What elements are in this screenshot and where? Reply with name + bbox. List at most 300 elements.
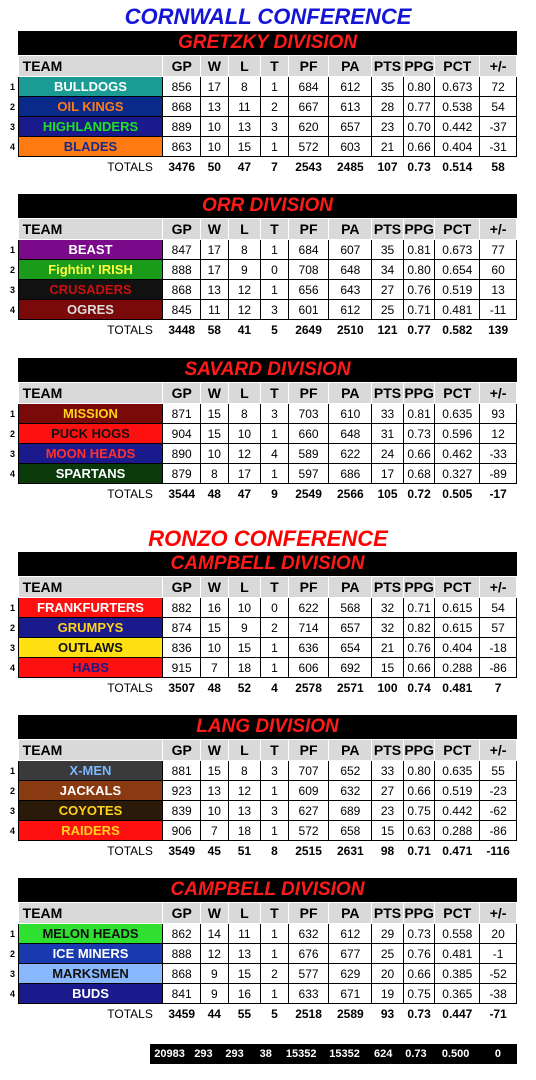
- column-header: PCT: [435, 383, 480, 404]
- team-name: BEAST: [18, 240, 163, 260]
- stat-cell: 18: [228, 658, 261, 678]
- team-row: [10, 801, 517, 821]
- stat-cell: 871: [163, 404, 201, 424]
- total-cell: 58: [491, 160, 505, 174]
- stat-cell: 714: [288, 618, 329, 638]
- stat-cell: 0.615: [435, 598, 480, 618]
- stat-cell: 888: [163, 944, 201, 964]
- column-header: PTS: [372, 577, 404, 598]
- stat-cell: 589: [288, 444, 329, 464]
- stat-cell: 20: [480, 924, 517, 944]
- stat-cell: 10: [201, 444, 229, 464]
- stat-cell: 627: [288, 801, 329, 821]
- stat-cell: 10: [201, 638, 229, 658]
- total-cell: 2518: [295, 1007, 322, 1021]
- total-cell: 52: [237, 681, 252, 695]
- team-name: PUCK HOGS: [18, 424, 163, 444]
- team-row: [10, 117, 517, 137]
- total-cell: 2515: [295, 844, 322, 858]
- stat-cell: 0.63: [403, 821, 435, 841]
- stat-cell: 612: [329, 924, 372, 944]
- stat-cell: 0.70: [403, 117, 435, 137]
- stat-cell: 684: [288, 240, 329, 260]
- stat-cell: 657: [329, 117, 372, 137]
- stat-cell: 881: [163, 761, 201, 781]
- conference-title-cornwall: CORNWALL CONFERENCE: [124, 4, 412, 29]
- stat-cell: 879: [163, 464, 201, 484]
- stat-cell: -37: [480, 117, 517, 137]
- total-cell: -116: [486, 844, 510, 858]
- stat-cell: 31: [372, 424, 404, 444]
- stat-cell: 0.80: [403, 260, 435, 280]
- total-cell: -71: [489, 1007, 507, 1021]
- grand-total-cell: 38: [259, 1048, 272, 1060]
- stat-cell: -86: [480, 658, 517, 678]
- stat-cell: 27: [372, 781, 404, 801]
- stat-cell: 3: [261, 300, 289, 320]
- stat-cell: 0.68: [403, 464, 435, 484]
- team-name: FRANKFURTERS: [18, 598, 163, 618]
- stat-cell: 689: [329, 801, 372, 821]
- total-cell: 0.73: [407, 1007, 431, 1021]
- stat-cell: 1: [261, 781, 289, 801]
- stat-cell: 0.673: [435, 240, 480, 260]
- total-cell: 44: [207, 1007, 221, 1021]
- stat-cell: 612: [329, 77, 372, 97]
- rank-spacer: [10, 577, 18, 598]
- stat-cell: 0.66: [403, 137, 435, 157]
- stat-cell: 0.81: [403, 404, 435, 424]
- division-title: GRETZKY DIVISION: [18, 31, 517, 55]
- stat-cell: 0.673: [435, 77, 480, 97]
- total-cell: 3549: [168, 844, 196, 858]
- totals-row: [10, 678, 517, 699]
- stat-cell: 0: [261, 260, 289, 280]
- total-cell: 2485: [336, 160, 364, 174]
- stat-cell: 15: [201, 761, 229, 781]
- total-cell: 5: [271, 323, 278, 337]
- column-header: PF: [288, 219, 329, 240]
- column-header: +/-: [480, 56, 517, 77]
- rank-spacer: [10, 320, 18, 341]
- column-header: PCT: [435, 740, 480, 761]
- stat-cell: 643: [329, 280, 372, 300]
- column-header: PPG: [403, 383, 435, 404]
- stat-cell: 841: [163, 984, 201, 1004]
- stat-cell: 0.288: [435, 821, 480, 841]
- stat-cell: 1: [261, 944, 289, 964]
- grand-total-cell: 0.73: [405, 1048, 427, 1060]
- stat-cell: 863: [163, 137, 201, 157]
- team-rank: 4: [10, 662, 16, 673]
- column-header: PF: [288, 56, 329, 77]
- stat-cell: 0.77: [403, 97, 435, 117]
- team-row: [10, 821, 517, 841]
- stat-cell: 612: [329, 300, 372, 320]
- stat-cell: 915: [163, 658, 201, 678]
- column-header: GP: [163, 56, 201, 77]
- column-header: PCT: [435, 56, 480, 77]
- stat-cell: 3: [261, 404, 289, 424]
- team-name: ICE MINERS: [18, 944, 163, 964]
- stat-cell: 0.558: [435, 924, 480, 944]
- stat-cell: 0.80: [403, 761, 435, 781]
- column-header-row: [10, 383, 517, 404]
- team-row: [10, 280, 517, 300]
- column-header: T: [261, 383, 289, 404]
- column-header: GP: [163, 219, 201, 240]
- team-name: HIGHLANDERS: [18, 117, 163, 137]
- stat-cell: 692: [329, 658, 372, 678]
- team-row: [10, 924, 517, 944]
- total-cell: 2631: [336, 844, 364, 858]
- total-cell: 0.71: [407, 844, 431, 858]
- team-rank: 3: [10, 805, 16, 816]
- stat-cell: 868: [163, 280, 201, 300]
- stat-cell: 847: [163, 240, 201, 260]
- team-name: MARKSMEN: [18, 964, 163, 984]
- stat-cell: 0.327: [435, 464, 480, 484]
- division-0: [10, 31, 517, 177]
- stat-cell: 632: [288, 924, 329, 944]
- stat-cell: 703: [288, 404, 329, 424]
- stat-cell: 1: [261, 658, 289, 678]
- total-cell: 45: [207, 844, 221, 858]
- stat-cell: 32: [372, 598, 404, 618]
- column-header: W: [201, 56, 229, 77]
- total-cell: 7: [494, 681, 502, 695]
- column-header: PPG: [403, 577, 435, 598]
- total-cell: 2566: [336, 487, 364, 501]
- total-cell: 3476: [168, 160, 196, 174]
- totals-row: [10, 841, 517, 862]
- stat-cell: 0.75: [403, 984, 435, 1004]
- stat-cell: 606: [288, 658, 329, 678]
- stat-cell: 16: [228, 984, 261, 1004]
- stat-cell: 14: [201, 924, 229, 944]
- team-name: OGRES: [18, 300, 163, 320]
- stat-cell: 0.615: [435, 618, 480, 638]
- total-cell: 50: [207, 160, 221, 174]
- stat-cell: 9: [228, 260, 261, 280]
- total-cell: 48: [207, 681, 221, 695]
- column-header: PCT: [435, 577, 480, 598]
- division-title: ORR DIVISION: [18, 194, 517, 218]
- column-header: W: [201, 740, 229, 761]
- stat-cell: 12: [228, 444, 261, 464]
- column-header: PPG: [403, 219, 435, 240]
- stat-cell: 10: [201, 117, 229, 137]
- total-cell: 139: [488, 323, 509, 337]
- total-cell: 9: [271, 487, 278, 501]
- stat-cell: 0.481: [435, 944, 480, 964]
- team-row: [10, 260, 517, 280]
- total-cell: 0.72: [407, 487, 431, 501]
- team-rank: 1: [10, 928, 16, 939]
- stat-cell: 17: [201, 77, 229, 97]
- total-cell: 5: [271, 1007, 278, 1021]
- stat-cell: 1: [261, 924, 289, 944]
- stat-cell: 57: [480, 618, 517, 638]
- column-header: PCT: [435, 903, 480, 924]
- team-rank: 2: [10, 264, 16, 275]
- division-title: SAVARD DIVISION: [18, 358, 517, 382]
- column-header-row: [10, 903, 517, 924]
- stat-cell: 11: [201, 300, 229, 320]
- column-header: PF: [288, 383, 329, 404]
- stat-cell: 15: [228, 638, 261, 658]
- stat-cell: 10: [228, 424, 261, 444]
- stat-cell: -38: [480, 984, 517, 1004]
- team-rank: 3: [10, 284, 16, 295]
- stat-cell: 28: [372, 97, 404, 117]
- stat-cell: 1: [261, 984, 289, 1004]
- total-cell: 2649: [295, 323, 322, 337]
- stat-cell: 667: [288, 97, 329, 117]
- stat-cell: 16: [201, 598, 229, 618]
- stat-cell: 597: [288, 464, 329, 484]
- stat-cell: 0.462: [435, 444, 480, 464]
- stat-cell: 845: [163, 300, 201, 320]
- rank-spacer: [10, 903, 18, 924]
- stat-cell: 603: [329, 137, 372, 157]
- column-header: T: [261, 903, 289, 924]
- column-header: L: [228, 219, 261, 240]
- team-row: [10, 638, 517, 658]
- team-rank: 4: [10, 141, 16, 152]
- team-row: [10, 444, 517, 464]
- stat-cell: 4: [261, 444, 289, 464]
- column-header: L: [228, 56, 261, 77]
- column-header: T: [261, 740, 289, 761]
- column-header-row: [10, 577, 517, 598]
- stat-cell: 0.635: [435, 404, 480, 424]
- stat-cell: 55: [480, 761, 517, 781]
- column-header: PA: [329, 577, 372, 598]
- total-cell: 105: [377, 487, 398, 501]
- stat-cell: -11: [480, 300, 517, 320]
- stat-cell: 0.635: [435, 761, 480, 781]
- column-header-row: [10, 219, 517, 240]
- stat-cell: 12: [201, 944, 229, 964]
- totals-label: TOTALS: [107, 844, 153, 858]
- grand-total-cell: 15352: [285, 1048, 317, 1060]
- totals-row: [10, 157, 517, 178]
- stat-cell: 882: [163, 598, 201, 618]
- total-cell: 0.74: [407, 681, 431, 695]
- team-rank: 1: [10, 81, 16, 92]
- stat-cell: 8: [228, 77, 261, 97]
- team-rank: 4: [10, 304, 16, 315]
- stat-cell: 10: [228, 598, 261, 618]
- conference-title-ronzo: RONZO CONFERENCE: [148, 526, 388, 551]
- stat-cell: 2: [261, 964, 289, 984]
- stat-cell: 904: [163, 424, 201, 444]
- total-cell: 0.471: [442, 844, 473, 858]
- stat-cell: 1: [261, 280, 289, 300]
- total-cell: 48: [207, 487, 221, 501]
- stat-cell: 1: [261, 638, 289, 658]
- total-cell: 2589: [336, 1007, 364, 1021]
- team-name: HABS: [18, 658, 163, 678]
- stat-cell: 13: [480, 280, 517, 300]
- column-header: PA: [329, 740, 372, 761]
- column-header: L: [228, 903, 261, 924]
- stat-cell: 622: [288, 598, 329, 618]
- totals-label: TOTALS: [107, 681, 153, 695]
- column-header: PA: [329, 903, 372, 924]
- stat-cell: -23: [480, 781, 517, 801]
- stat-cell: 0.442: [435, 801, 480, 821]
- total-cell: 2549: [295, 487, 322, 501]
- team-row: [10, 404, 517, 424]
- total-cell: -17: [489, 487, 507, 501]
- grand-total-cell: 0: [494, 1048, 501, 1060]
- stat-cell: 0.71: [403, 598, 435, 618]
- stat-cell: 658: [329, 821, 372, 841]
- team-rank: 2: [10, 948, 16, 959]
- stat-cell: 17: [372, 464, 404, 484]
- stat-cell: 13: [201, 97, 229, 117]
- team-name: MELON HEADS: [18, 924, 163, 944]
- team-row: [10, 424, 517, 444]
- team-row: [10, 964, 517, 984]
- stat-cell: 15: [201, 404, 229, 424]
- team-rank: 1: [10, 765, 16, 776]
- total-cell: 0.582: [442, 323, 473, 337]
- stat-cell: 572: [288, 137, 329, 157]
- stat-cell: 24: [372, 444, 404, 464]
- stat-cell: 0.80: [403, 77, 435, 97]
- totals-row: [10, 484, 517, 505]
- rank-spacer: [10, 157, 18, 178]
- stat-cell: 868: [163, 964, 201, 984]
- stat-cell: 622: [329, 444, 372, 464]
- stat-cell: 648: [329, 260, 372, 280]
- stat-cell: 33: [372, 761, 404, 781]
- column-header: W: [201, 383, 229, 404]
- column-header: PA: [329, 56, 372, 77]
- stat-cell: 17: [201, 260, 229, 280]
- column-header-row: [10, 740, 517, 761]
- stat-cell: -18: [480, 638, 517, 658]
- column-header: PCT: [435, 219, 480, 240]
- stat-cell: 0.385: [435, 964, 480, 984]
- stat-cell: 0.519: [435, 781, 480, 801]
- stat-cell: 35: [372, 77, 404, 97]
- team-rank: 2: [10, 785, 16, 796]
- grand-totals-bar: [150, 1044, 517, 1064]
- stat-cell: 0.519: [435, 280, 480, 300]
- division-title: CAMPBELL DIVISION: [18, 878, 517, 902]
- stat-cell: 35: [372, 240, 404, 260]
- stat-cell: -52: [480, 964, 517, 984]
- total-cell: 7: [271, 160, 278, 174]
- stat-cell: 676: [288, 944, 329, 964]
- stat-cell: 0.538: [435, 97, 480, 117]
- column-header: PPG: [403, 903, 435, 924]
- team-rank: 2: [10, 622, 16, 633]
- total-cell: 4: [271, 681, 278, 695]
- totals-label: TOTALS: [107, 487, 153, 501]
- team-row: [10, 944, 517, 964]
- stat-cell: 32: [372, 618, 404, 638]
- stat-cell: 10: [201, 137, 229, 157]
- stat-cell: 54: [480, 598, 517, 618]
- column-header: +/-: [480, 740, 517, 761]
- stat-cell: 15: [201, 618, 229, 638]
- stat-cell: 11: [228, 924, 261, 944]
- team-row: [10, 781, 517, 801]
- team-row: [10, 300, 517, 320]
- division-4: [10, 715, 517, 861]
- stat-cell: 609: [288, 781, 329, 801]
- team-row: [10, 984, 517, 1004]
- team-row: [10, 240, 517, 260]
- team-row: [10, 137, 517, 157]
- total-cell: 0.447: [442, 1007, 473, 1021]
- total-cell: 3507: [168, 681, 196, 695]
- stat-cell: 60: [480, 260, 517, 280]
- stat-cell: 34: [372, 260, 404, 280]
- stat-cell: 25: [372, 300, 404, 320]
- column-header: L: [228, 383, 261, 404]
- total-cell: 3448: [168, 323, 196, 337]
- stat-cell: 72: [480, 77, 517, 97]
- stat-cell: 656: [288, 280, 329, 300]
- column-header: TEAM: [18, 383, 163, 404]
- total-cell: 8: [271, 844, 278, 858]
- column-header: L: [228, 577, 261, 598]
- stat-cell: 11: [228, 97, 261, 117]
- stat-cell: 19: [372, 984, 404, 1004]
- total-cell: 0.73: [407, 160, 431, 174]
- stat-cell: 0.76: [403, 280, 435, 300]
- stat-cell: 15: [228, 137, 261, 157]
- total-cell: 0.505: [442, 487, 473, 501]
- team-rank: 3: [10, 121, 16, 132]
- stat-cell: 77: [480, 240, 517, 260]
- grand-total-cell: 293: [225, 1048, 244, 1060]
- stat-cell: 862: [163, 924, 201, 944]
- team-row: [10, 598, 517, 618]
- team-name: RAIDERS: [18, 821, 163, 841]
- division-1: [10, 194, 517, 340]
- stat-cell: 652: [329, 761, 372, 781]
- rank-spacer: [10, 841, 18, 862]
- stat-cell: 13: [228, 801, 261, 821]
- grand-total-cell: 20983: [154, 1048, 185, 1060]
- stat-cell: 836: [163, 638, 201, 658]
- column-header: L: [228, 740, 261, 761]
- stat-cell: 610: [329, 404, 372, 424]
- stat-cell: 12: [480, 424, 517, 444]
- stat-cell: 0.654: [435, 260, 480, 280]
- column-header: PTS: [372, 219, 404, 240]
- column-header: PTS: [372, 903, 404, 924]
- stat-cell: 3: [261, 117, 289, 137]
- stat-cell: 839: [163, 801, 201, 821]
- stat-cell: 0.596: [435, 424, 480, 444]
- team-rank: 1: [10, 602, 16, 613]
- column-header: T: [261, 219, 289, 240]
- stat-cell: 54: [480, 97, 517, 117]
- stat-cell: 15: [372, 821, 404, 841]
- team-rank: 3: [10, 448, 16, 459]
- column-header: PTS: [372, 383, 404, 404]
- stat-cell: 677: [329, 944, 372, 964]
- stat-cell: 2: [261, 618, 289, 638]
